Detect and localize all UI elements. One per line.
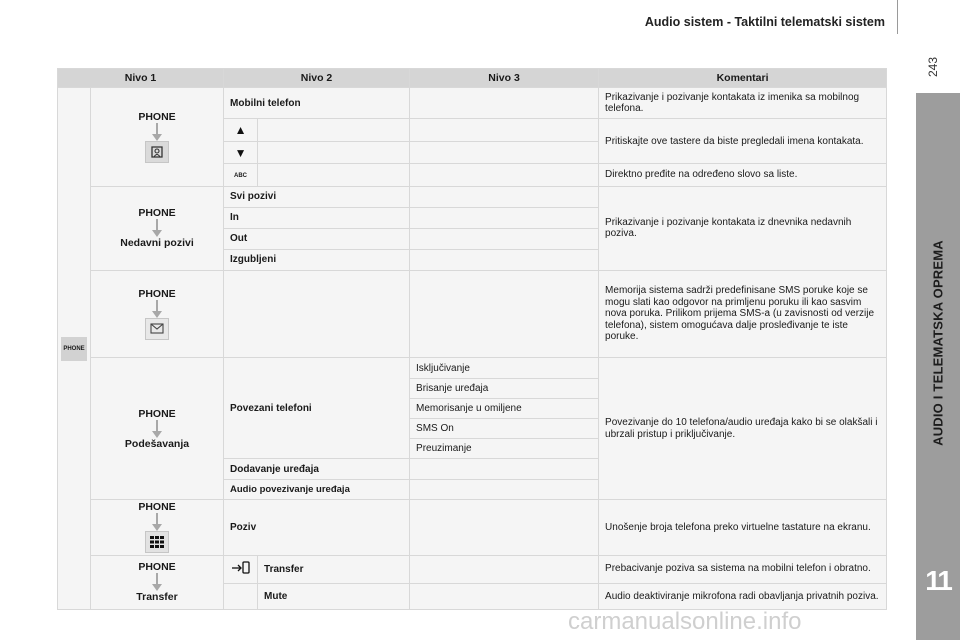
empty-cell bbox=[410, 186, 599, 207]
envelope-icon bbox=[145, 318, 169, 340]
phone-menu-icon: PHONE bbox=[61, 337, 87, 361]
watermark: carmanualsonline.info bbox=[568, 608, 802, 635]
transfer-level1-cell bbox=[91, 555, 224, 609]
transfer-cell: Transfer bbox=[258, 555, 410, 583]
disconnect-cell: Isključivanje bbox=[410, 358, 599, 378]
arrow-down-icon bbox=[152, 300, 162, 318]
empty-cell bbox=[258, 142, 410, 164]
settings-label: Podešavanja bbox=[124, 437, 190, 450]
delete-device-cell: Brisanje uređaja bbox=[410, 378, 599, 398]
chapter-side-tab bbox=[916, 93, 960, 640]
sms-on-cell: SMS On bbox=[410, 418, 599, 438]
sms-comment: Memorija sistema sadrži predefinisane SMS poruke koje se mogu slati kao odgovor na primljenu poruku ili kao sasvim nova poruka. Prilikom prijema SMS-a (u zavisnosti od verzije telefona), sistem omogućava dalje prosleđivanje te iste poruke. bbox=[599, 270, 887, 358]
empty-cell bbox=[410, 249, 599, 270]
header-level-3: Nivo 3 bbox=[410, 69, 599, 88]
arrow-down-icon bbox=[152, 573, 162, 591]
table-row bbox=[58, 270, 887, 358]
calls-level1-cell bbox=[91, 186, 224, 270]
arrow-down-icon bbox=[152, 513, 162, 531]
abc-jump-comment: Direktno pređite na određeno slovo sa liste. bbox=[599, 164, 887, 186]
empty-cell bbox=[410, 555, 599, 583]
mobile-phone-comment: Prikazivanje i pozivanje kontakata iz imenika sa mobilnog telefona. bbox=[599, 88, 887, 119]
empty-cell bbox=[410, 583, 599, 609]
table-header-row bbox=[58, 69, 887, 88]
scroll-up-icon: ▲ bbox=[224, 119, 258, 142]
transfer-icon bbox=[230, 559, 252, 577]
download-cell: Preuzimanje bbox=[410, 438, 599, 458]
dial-level1-cell bbox=[91, 500, 224, 555]
abc-jump-cell bbox=[224, 164, 258, 186]
calls-comment: Prikazivanje i pozivanje kontakata iz dnevnika nedavnih poziva. bbox=[599, 186, 887, 270]
empty-cell bbox=[410, 500, 599, 555]
transfer-comment: Prebacivanje poziva sa sistema na mobilni telefon i obratno. bbox=[599, 555, 887, 583]
empty-cell bbox=[410, 142, 599, 164]
phone-label: PHONE bbox=[138, 207, 176, 220]
level1-phone-cell bbox=[58, 88, 91, 610]
mute-cell: Mute bbox=[258, 583, 410, 609]
recent-calls-label: Nedavni pozivi bbox=[120, 237, 194, 250]
phone-label: PHONE bbox=[138, 501, 176, 514]
chapter-title: AUDIO I TELEMATSKA OPREMA bbox=[930, 240, 946, 446]
header-comments: Komentari bbox=[599, 69, 887, 88]
empty-cell bbox=[410, 207, 599, 228]
page-number: 243 bbox=[926, 56, 940, 78]
table-row bbox=[58, 358, 887, 378]
chapter-number: 11 bbox=[925, 565, 951, 596]
mobile-phone-cell: Mobilni telefon bbox=[224, 88, 410, 119]
empty-cell bbox=[410, 459, 599, 480]
header-divider bbox=[897, 0, 898, 34]
arrow-down-icon bbox=[152, 420, 162, 438]
contacts-level1-cell bbox=[91, 88, 224, 187]
table-row bbox=[58, 88, 887, 119]
empty-cell bbox=[224, 270, 410, 358]
phone-label: PHONE bbox=[138, 407, 176, 420]
all-calls-cell: Svi pozivi bbox=[224, 186, 410, 207]
empty-cell bbox=[410, 270, 599, 358]
empty-cell bbox=[410, 228, 599, 249]
missed-calls-cell: Izgubljeni bbox=[224, 249, 410, 270]
audio-connect-cell: Audio povezivanje uređaja bbox=[224, 480, 410, 500]
settings-comment: Povezivanje do 10 telefona/audio uređaja kako bi se olakšali i ubrzali pristup i priključivanje. bbox=[599, 358, 887, 500]
table-row bbox=[58, 555, 887, 583]
table-row bbox=[58, 500, 887, 555]
header-level-2: Nivo 2 bbox=[224, 69, 410, 88]
scroll-comment: Pritiskajte ove tastere da biste pregledali imena kontakata. bbox=[599, 119, 887, 164]
phone-label: PHONE bbox=[138, 561, 176, 574]
add-device-cell: Dodavanje uređaja bbox=[224, 459, 410, 480]
dial-cell: Poziv bbox=[224, 500, 410, 555]
scroll-down-icon: ▼ bbox=[224, 142, 258, 164]
transfer-label: Transfer bbox=[136, 591, 178, 604]
outgoing-calls-cell: Out bbox=[224, 228, 410, 249]
empty-cell bbox=[410, 88, 599, 119]
mute-comment: Audio deaktiviranje mikrofona radi obavljanja privatnih poziva. bbox=[599, 583, 887, 609]
empty-cell bbox=[410, 164, 599, 186]
save-favorite-cell: Memorisanje u omiljene bbox=[410, 398, 599, 418]
table-row bbox=[58, 186, 887, 207]
empty-cell bbox=[258, 164, 410, 186]
abc-jump-icon: ABC bbox=[234, 173, 248, 180]
dial-comment: Unošenje broja telefona preko virtuelne tastature na ekranu. bbox=[599, 500, 887, 555]
arrow-down-icon bbox=[152, 123, 162, 141]
empty-cell bbox=[410, 119, 599, 142]
connected-phones-cell: Povezani telefoni bbox=[224, 358, 410, 459]
header-level-1: Nivo 1 bbox=[58, 69, 224, 88]
incoming-calls-cell: In bbox=[224, 207, 410, 228]
contacts-icon bbox=[145, 141, 169, 163]
phone-label: PHONE bbox=[138, 110, 176, 123]
sms-level1-cell bbox=[91, 270, 224, 358]
settings-level1-cell bbox=[91, 358, 224, 500]
phone-label: PHONE bbox=[138, 288, 176, 301]
page-header-title: Audio sistem - Taktilni telematski sistem bbox=[644, 15, 885, 29]
keypad-icon bbox=[145, 531, 169, 553]
phone-menu-table bbox=[57, 68, 887, 610]
arrow-down-icon bbox=[152, 219, 162, 237]
empty-cell bbox=[410, 480, 599, 500]
empty-cell bbox=[224, 583, 258, 609]
transfer-icon-cell bbox=[224, 555, 258, 583]
empty-cell bbox=[258, 119, 410, 142]
